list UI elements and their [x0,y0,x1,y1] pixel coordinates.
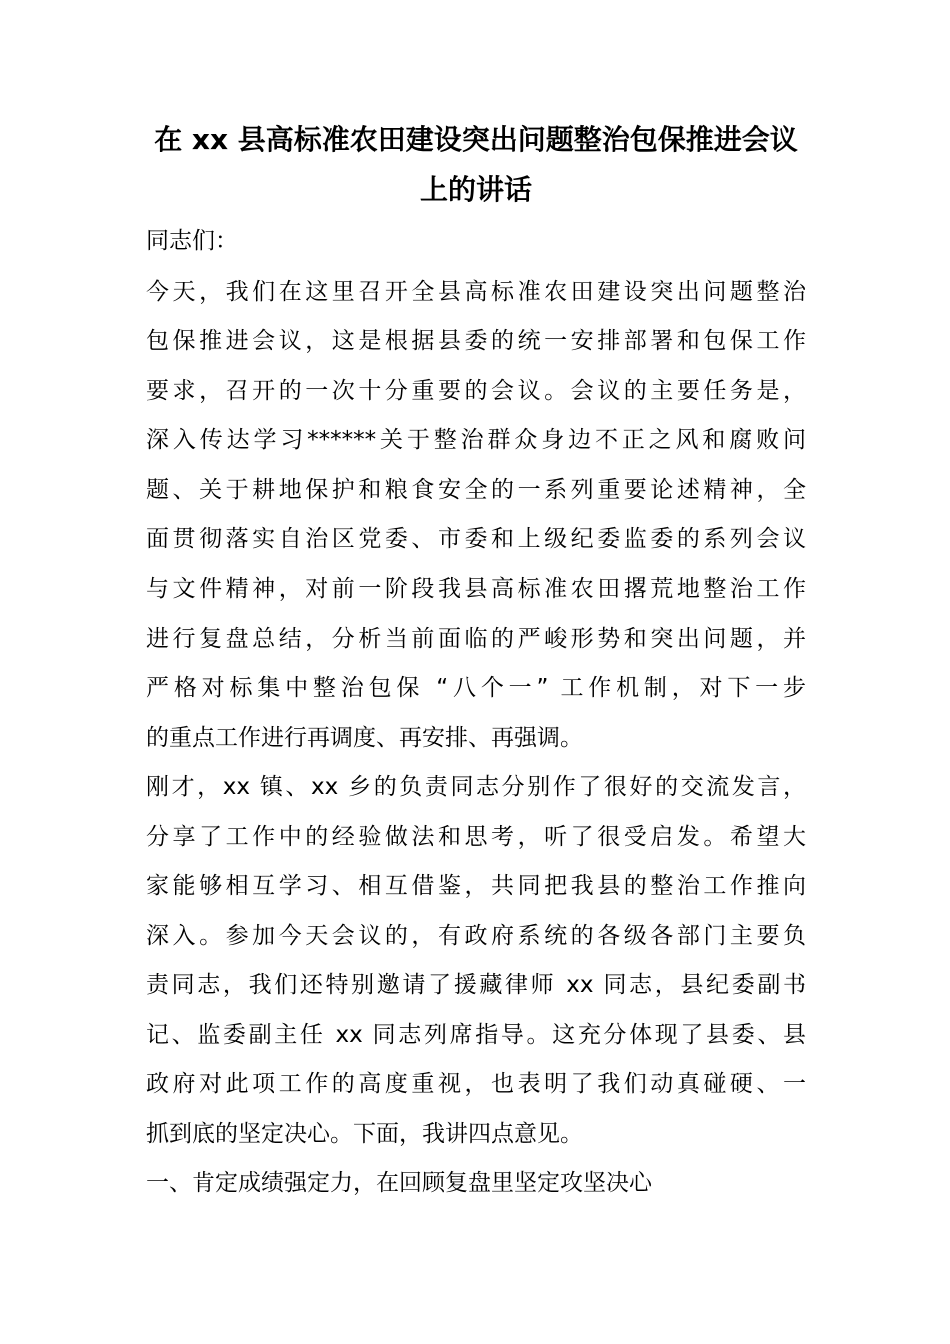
body-line: 政府对此项工作的高度重视，也表明了我们动真碰硬、一 [146,1071,806,1097]
body-line: 要求，召开的一次十分重要的会议。会议的主要任务是， [146,378,806,404]
document-title-line-2: 上的讲话 [419,173,532,206]
section-heading: 一、肯定成绩强定力，在回顾复盘里坚定攻坚决心 [146,1170,652,1196]
body-line: 刚才，xx 镇、xx 乡的负责同志分别作了很好的交流发言， [146,774,806,800]
body-line: 进行复盘总结，分析当前面临的严峻形势和突出问题，并 [146,626,806,652]
body-line: 深入。参加今天会议的，有政府系统的各级各部门主要负 [146,923,806,949]
body-line: 严格对标集中整治包保 “八个一” 工作机制，对下一步 [146,675,806,701]
body-line: 深入传达学习******关于整治群众身边不正之风和腐败问 [146,427,806,453]
body-line: 分享了工作中的经验做法和思考，听了很受启发。希望大 [146,824,806,850]
body-line: 责同志，我们还特别邀请了援藏律师 xx 同志，县纪委副书 [146,972,806,998]
body-line: 包保推进会议，这是根据县委的统一安排部署和包保工作 [146,328,806,354]
body-line: 抓到底的坚定决心。下面，我讲四点意见。 [146,1121,583,1147]
salutation: 同志们： [146,228,238,254]
body-line: 面贯彻落实自治区党委、市委和上级纪委监委的系列会议 [146,526,806,552]
body-line: 记、监委副主任 xx 同志列席指导。这充分体现了县委、县 [146,1022,806,1048]
body-line: 与文件精神，对前一阶段我县高标准农田撂荒地整治工作 [146,576,806,602]
body-line: 今天，我们在这里召开全县高标准农田建设突出问题整治 [146,279,806,305]
body-line: 的重点工作进行再调度、再安排、再强调。 [146,725,583,751]
body-line: 题、关于耕地保护和粮食安全的一系列重要论述精神，全 [146,477,806,503]
document-title-line-1: 在 xx 县高标准农田建设突出问题整治包保推进会议 [154,123,798,156]
body-line: 家能够相互学习、相互借鉴，共同把我县的整治工作推向 [146,873,806,899]
